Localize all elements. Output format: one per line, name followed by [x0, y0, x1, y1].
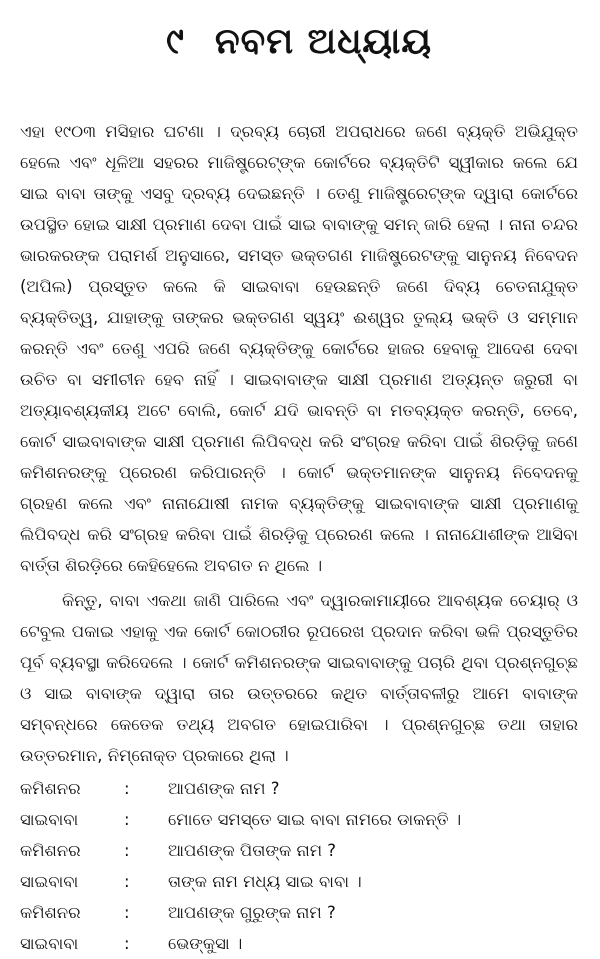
dialogue-colon: : — [124, 779, 130, 798]
dialogue-colon: : — [124, 903, 130, 922]
chapter-number: ୯ — [165, 21, 185, 62]
dialogue-colon: : — [124, 841, 130, 860]
dialogue-colon: : — [124, 810, 130, 829]
dialogue-row — [20, 866, 578, 897]
dialogue-speaker: କମିଶନର — [20, 779, 81, 798]
dialogue-list — [20, 773, 578, 959]
dialogue-text: ତାଙ୍କ ନାମ ମଧ୍ୟ ସାଇ ବାବା । — [168, 872, 362, 891]
dialogue-colon: : — [124, 934, 130, 953]
dialogue-row — [20, 773, 578, 804]
paragraph-court-summons: ଏହା ୧୯୦୩ ମସିହାର ଘଟଣା । ଦ୍ରବ୍ୟ ଚୋରୀ ଅପରାଧରେ ଜଣେ ବ୍ୟକ୍ତି ଅଭିଯୁକ୍ତ ହେଲେ ଏବଂ ଧୂଳିଆ ସହରର ମାଜିଷ୍ଟ୍ରେଟ୍‌ଙ୍କ କୋର୍ଟରେ ବ୍ୟକ୍ତିଟି ସ୍ୱୀକାର କଲେ ଯେ ସାଇ ବାବା ତାଙ୍କୁ ଏସବୁ ଦ୍ରବ୍ୟ ଦେଇଛନ୍ତି । ତେଣୁ ମାଜିଷ୍ଟ୍ରେଟ୍‌ଙ୍କ ଦ୍ୱାରା କୋର୍ଟରେ ଉପସ୍ଥିତ ହୋଇ ସାକ୍ଷୀ ପ୍ରମାଣ ଦେବା ପାଇଁ ସାଇ ବାବାଙ୍କୁ ସମନ୍ ଜାରି ହେଲା । ନାନା ଚନ୍ଦର ଭାରକରଙ୍କ ପରାମର୍ଶ ଅନୁସାରେ, ସମସ୍ତ ଭକ୍ତଗଣ ମାଜିଷ୍ଟ୍ରେଟଙ୍କୁ ସାନୁନୟ ନିବେଦନ (ଅପିଲ) ପ୍ରସ୍ତୁତ କଲେ କି ସାଇବାବା ହେଉଛନ୍ତି ଜଣେ ଦିବ୍ୟ ଚେତନାଯୁକ୍ତ ବ୍ୟକ୍ତିତ୍ୱ, ଯାହାଙ୍କୁ ତାଙ୍କର ଭକ୍ତଗଣ ସ୍ୱୟଂ ଈଶ୍ୱର ତୁଲ୍ୟ ଭକ୍ତି ଓ ସମ୍ମାନ କରନ୍ତି ଏବଂ ତେଣୁ ଏପରି ଜଣେ ବ୍ୟକ୍ତିଙ୍କୁ କୋର୍ଟରେ ହାଜର ହେବାକୁ ଆଦେଶ ଦେବା ଉଚିତ ବା ସମୀଚୀନ ହେବ ନାହିଁ । ସାଇବାବାଙ୍କ ସାକ୍ଷୀ ପ୍ରମାଣ ଅତ୍ୟନ୍ତ ଜରୁରୀ ବା ଅତ୍ୟାବଶ୍ୟକୀୟ ଅଟେ ବୋଲି, କୋର୍ଟ ଯଦି ଭାବନ୍ତି ବା ମତବ୍ୟକ୍ତ କରନ୍ତି, ତେବେ, କୋର୍ଟ ସାଇବାବାଙ୍କ ସାକ୍ଷୀ ପ୍ରମାଣ ଲିପିବଦ୍ଧ କରି ସଂଗ୍ରହ କରିବା ପାଇଁ ଶିରଡ଼ିକୁ ଜଣେ କମିଶନରଙ୍କୁ ପ୍ରେରଣ କରିପାରନ୍ତି । କୋର୍ଟ ଭକ୍ତମାନଙ୍କ ସାନୁନୟ ନିବେଦନକୁ ଗ୍ରହଣ କଲେ ଏବଂ ନାନାଯୋଷୀ ନାମକ ବ୍ୟକ୍ତିଙ୍କୁ ସାଇବାବାଙ୍କ ସାକ୍ଷୀ ପ୍ରମାଣକୁ ଲିପିବଦ୍ଧ କରି ସଂଗ୍ରହ କରିବା ପାଇଁ ଶିରଡ଼ିକୁ ପ୍ରେରଣ କଲେ । ନାନାଯୋଶୀଙ୍କ ଆସିବା ବାର୍ତ୍ତା ଶିରଡ଼ିରେ କେହିହେଲେ ଅବଗତ ନ ଥିଲେ । — [20, 122, 578, 575]
dialogue-row — [20, 835, 578, 866]
dialogue-colon: : — [124, 872, 130, 891]
dialogue-text: ମୋତେ ସମସ୍ତେ ସାଇ ବାବା ନାମରେ ଡାକନ୍ତି । — [168, 810, 462, 829]
dialogue-speaker: କମିଶନର — [20, 903, 81, 922]
dialogue-speaker: ସାଇବାବା — [20, 872, 79, 891]
chapter-title: ନବମ ଅଧ୍ୟାୟ — [214, 21, 433, 62]
paragraph-commission-preparation: କିନ୍ତୁ, ବାବା ଏକଥା ଜାଣି ପାରିଲେ ଏବଂ ଦ୍ୱାରକାମାୟୀରେ ଆବଶ୍ୟକ ଚେୟାର୍ ଓ ଟେବୁଲ ପକାଇ ଏହାକୁ ଏକ କୋର୍ଟ କୋଠରୀର ରୂପରେଖ ପ୍ରଦାନ କରିବା ଭଳି ପ୍ରସ୍ତୁତିର ପୂର୍ବ ବ୍ୟବସ୍ଥା କରିଦେଲେ । କୋର୍ଟ କମିଶନରଙ୍କ ସାଇବାବାଙ୍କୁ ପଚାରି ଥିବା ପ୍ରଶ୍ନଗୁଚ୍ଛ ଓ ସାଇ ବାବାଙ୍କ ଦ୍ୱାରା ତାର ଉତ୍ତରରେ କଥିତ ବାର୍ତ୍ତାବଳୀରୁ ଆମେ ବାବାଙ୍କ ସମ୍ବନ୍ଧରେ କେତେକ ତଥ୍ୟ ଅବଗତ ହୋଇପାରିବା । ପ୍ରଶ୍ନଗୁଚ୍ଛ ତଥା ତାହାର ଉତ୍ତରମାନ, ନିମ୍ନୋକ୍ତ ପ୍ରକାରେ ଥିଲା । — [20, 591, 578, 765]
dialogue-speaker: ସାଇବାବା — [20, 934, 79, 953]
dialogue-speaker: କମିଶନର — [20, 841, 81, 860]
chapter-heading — [20, 18, 578, 66]
dialogue-row — [20, 804, 578, 835]
dialogue-text: ଆପଣଙ୍କ ପିତାଙ୍କ ନାମ ? — [168, 841, 337, 860]
dialogue-row — [20, 897, 578, 928]
dialogue-text: ଭେଙ୍କୁସା । — [168, 934, 243, 953]
dialogue-speaker: ସାଇବାବା — [20, 810, 79, 829]
dialogue-text: ଆପଣଙ୍କ ଗୁରୁଙ୍କ ନାମ ? — [168, 903, 336, 922]
dialogue-row — [20, 928, 578, 959]
dialogue-text: ଆପଣଙ୍କ ନାମ ? — [168, 779, 280, 798]
